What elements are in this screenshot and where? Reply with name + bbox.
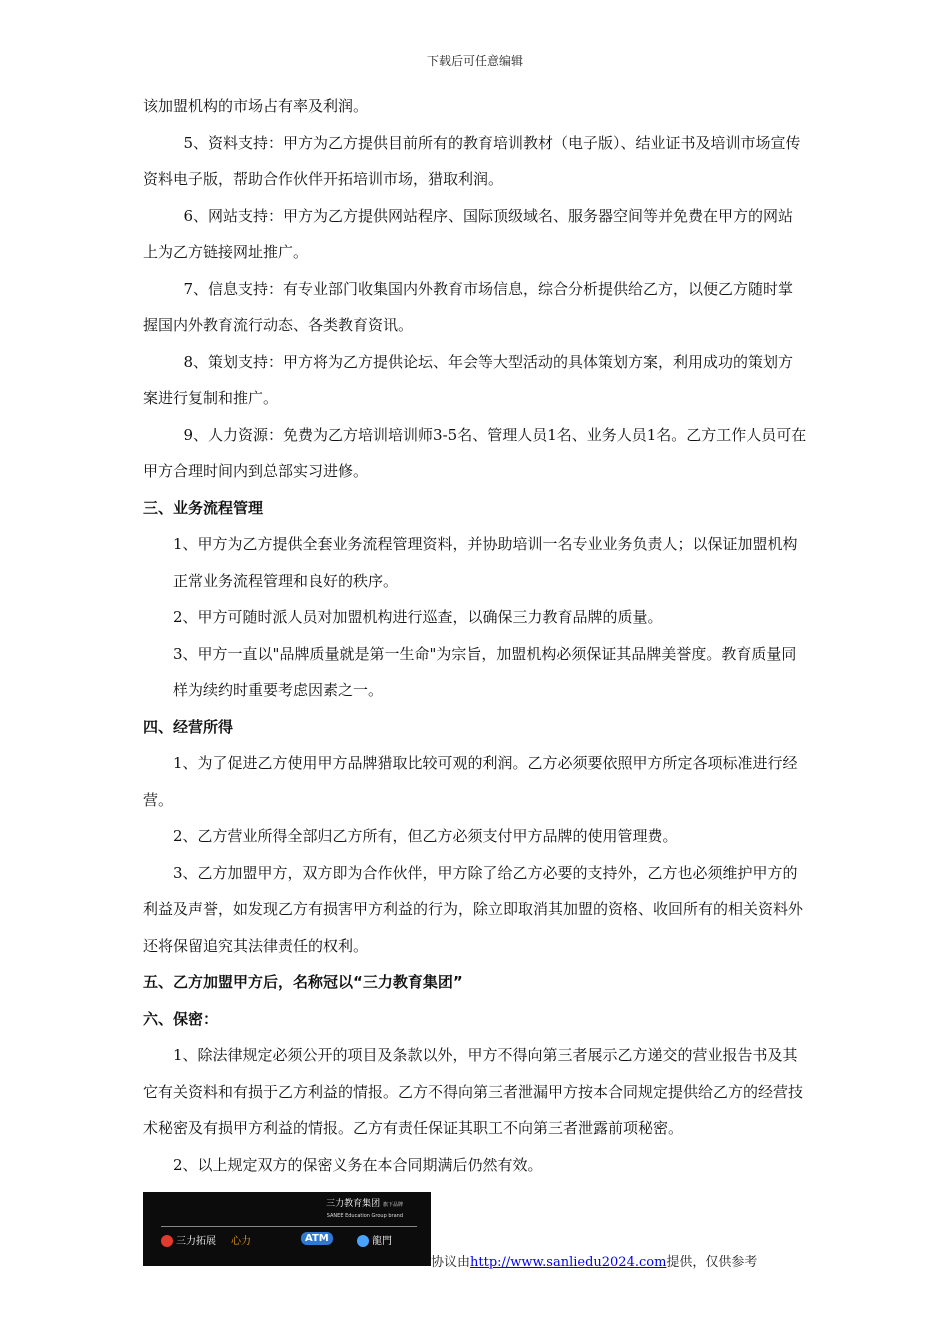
banner-title-sub: 旗下品牌 — [382, 1202, 403, 1208]
logo-atm: ATM — [301, 1232, 333, 1245]
paragraph-material-support: 5、资料支持：甲方为乙方提供目前所有的教育培训教材（电子版）、结业证书及培训市场宣传资料电子版，帮助合作伙伴开拓培训市场，猎取利润。 — [143, 133, 801, 188]
banner-subtitle: SANEE Education Group brand — [326, 1213, 403, 1219]
sunburst-icon — [161, 1235, 173, 1247]
footer-prefix: 协议由 — [431, 1255, 471, 1270]
logo-longmen: 龍門 — [357, 1232, 392, 1247]
footer-suffix: 提供，仅供参考 — [666, 1255, 758, 1270]
paragraph-planning-support: 8、策划支持：甲方将为乙方提供论坛、年会等大型活动的具体策划方案，利用成功的策划方案进行复制和推广。 — [143, 352, 794, 407]
brand-banner — [143, 1192, 431, 1266]
section-heading-3: 三、业务流程管理 — [143, 498, 264, 517]
paragraph-4-1: 1、为了促进乙方使用甲方品牌猎取比较可观的利润。乙方必须要依照甲方所定各项标准进行经营。 — [143, 754, 798, 809]
swirl-icon — [357, 1235, 369, 1247]
paragraph-6-2: 2、以上规定双方的保密义务在本合同期满后仍然有效。 — [173, 1155, 543, 1174]
banner-divider — [161, 1226, 417, 1227]
section-heading-4: 四、经营所得 — [143, 717, 234, 736]
footer-note — [431, 1251, 757, 1270]
document-body — [143, 88, 808, 1183]
paragraph-info-support: 7、信息支持：有专业部门收集国内外教育市场信息，综合分析提供给乙方，以便乙方随时掌握国内外教育流行动态、各类教育资讯。 — [143, 279, 794, 334]
paragraph-website-support: 6、网站支持：甲方为乙方提供网站程序、国际顶级域名、服务器空间等并免费在甲方的网站上为乙方链接网址推广。 — [143, 206, 794, 261]
paragraph-6-1: 1、除法律规定必须公开的项目及条款以外，甲方不得向第三者展示乙方递交的营业报告书及其它有关资料和有损于乙方利益的情报。乙方不得向第三者泄漏甲方按本合同规定提供给乙方的经营技术秘密及有损甲方利益的情报。乙方有责任保证其职工不向第三者泄露前项秘密。 — [143, 1046, 804, 1137]
section-heading-5: 五、乙方加盟甲方后，名称冠以“三力教育集团” — [143, 973, 463, 991]
section-heading-6: 六、保密： — [143, 1009, 219, 1028]
banner-title: 三力教育集团 — [326, 1199, 381, 1209]
logo-xinli: 心力 — [231, 1236, 251, 1247]
paragraph-3-2: 2、甲方可随时派人员对加盟机构进行巡查，以确保三力教育品牌的质量。 — [173, 608, 663, 626]
logo-sanli-tuozhan: 三力拓展 — [161, 1232, 216, 1247]
paragraph: 该加盟机构的市场占有率及利润。 — [143, 97, 369, 115]
page-header: 下载后可任意编辑 — [426, 54, 523, 68]
paragraph-3-3: 3、甲方一直以"品牌质量就是第一生命"为宗旨，加盟机构必须保证其品牌美誉度。教育质量同样为续约时重要考虑因素之一。 — [173, 644, 797, 699]
footer-link[interactable]: http://www.sanliedu2024.com — [470, 1255, 667, 1270]
banner-title-block — [326, 1199, 403, 1221]
paragraph-4-2: 2、乙方营业所得全部归乙方所有，但乙方必须支付甲方品牌的使用管理费。 — [173, 827, 678, 845]
paragraph-human-resources: 9、人力资源：免费为乙方培训培训师3-5名、管理人员1名、业务人员1名。乙方工作人员可在甲方合理时间内到总部实习进修。 — [143, 425, 807, 480]
paragraph-4-3: 3、乙方加盟甲方，双方即为合作伙伴，甲方除了给乙方必要的支持外，乙方也必须维护甲方的利益及声誉，如发现乙方有损害甲方利益的行为，除立即取消其加盟的资格、收回所有的相关资料外还将保留追究其法律责任的权利。 — [143, 863, 804, 955]
paragraph-3-1: 1、甲方为乙方提供全套业务流程管理资料，并协助培训一名专业业务负责人；以保证加盟机构正常业务流程管理和良好的秩序。 — [173, 535, 798, 590]
